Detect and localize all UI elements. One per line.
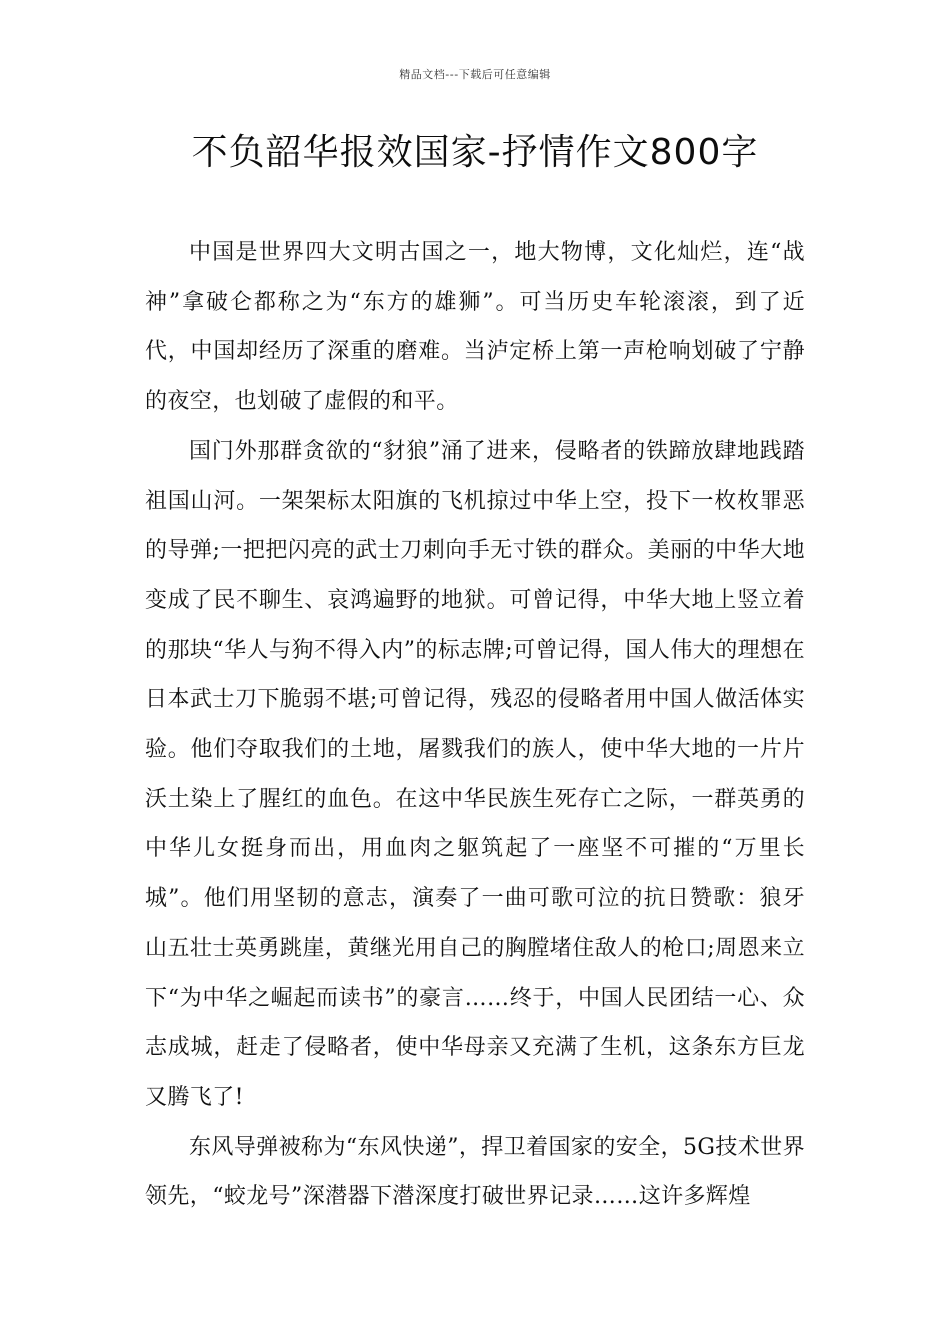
paragraph: 东风导弹被称为“东风快递”，捍卫着国家的安全，5G技术世界领先，“蛟龙号”深潜器下潜深度打破世界记录……这许多辉煌	[145, 1134, 805, 1210]
paragraph: 国门外那群贪欲的“豺狼”涌了进来，侵略者的铁蹄放肆地践踏祖国山河。一架架标太阳旗的飞机掠过中华上空，投下一枚枚罪恶的导弹;一把把闪亮的武士刀刺向手无寸铁的群众。美丽的中华大地变成了民不聊生、哀鸿遍野的地狱。可曾记得，中华大地上竖立着的那块“华人与狗不得入内”的标志牌;可曾记得，国人伟大的理想在日本武士刀下脆弱不堪;可曾记得，残忍的侵略者用中国人做活体实验。他们夺取我们的土地，屠戮我们的族人，使中华大地的一片片沃土染上了腥红的血色。在这中华民族生死存亡之际，一群英勇的中华儿女挺身而出，用血肉之躯筑起了一座坚不可摧的“万里长城”。他们用坚韧的意志，演奏了一曲可歌可泣的抗日赞歌：狼牙山五壮士英勇跳崖，黄继光用自己的胸膛堵住敌人的枪口;周恩来立下“为中华之崛起而读书”的豪言……终于，中国人民团结一心、众志成城，赶走了侵略者，使中华母亲又充满了生机，这条东方巨龙又腾飞了!	[145, 438, 805, 1110]
document-body	[145, 228, 805, 1222]
paragraph: 中国是世界四大文明古国之一，地大物博，文化灿烂，连“战神”拿破仑都称之为“东方的雄狮”。可当历史车轮滚滚，到了近代，中国却经历了深重的磨难。当泸定桥上第一声枪响划破了宁静的夜空，也划破了虚假的和平。	[145, 240, 805, 415]
header-note: 精品文档---下载后可任意编辑	[399, 68, 551, 81]
document-title: 不负韶华报效国家-抒情作文800字	[191, 132, 759, 173]
